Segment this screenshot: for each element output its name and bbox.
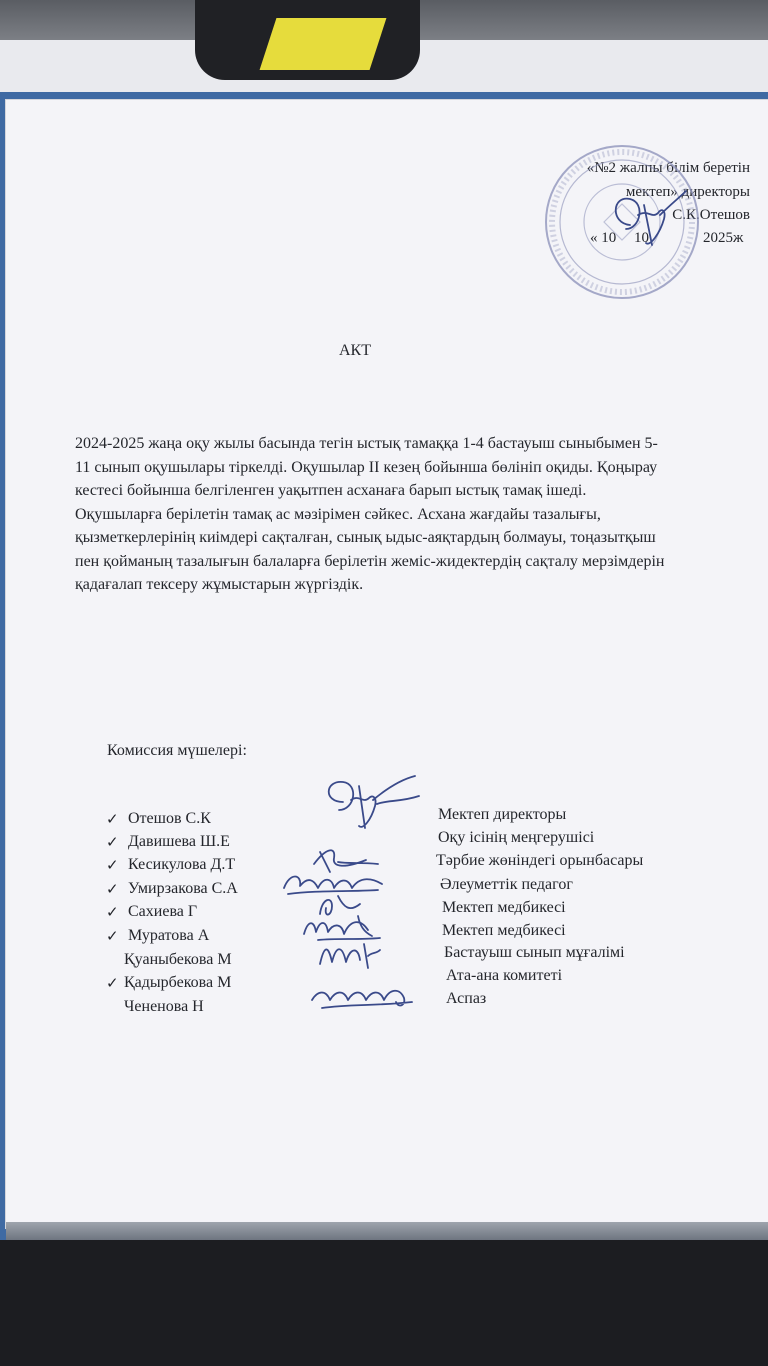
commission-member: Сахиева Г (128, 903, 198, 920)
check-icon: ✓ (106, 976, 119, 992)
commission-member: Отешов С.К (128, 810, 211, 827)
check-icon: ✓ (106, 812, 119, 828)
body-line: пен қойманың тазалығын балаларға берілетін жеміс-жидектердің сақталу мерзімдерін (75, 552, 665, 570)
signature-kadyrbekova (308, 978, 418, 1014)
check-icon: ✓ (106, 882, 119, 898)
document-title: АКТ (339, 342, 371, 359)
body-line: қызметкерлерінің киімдері сақталған, сынық ыдыс-аяқтардың болмауы, тоңазытқыш (75, 529, 656, 546)
signature-muratova (314, 936, 384, 976)
commission-role: Мектеп директоры (438, 806, 567, 823)
commission-role: Ата-ана комитеті (446, 967, 563, 984)
signature-otesh (315, 772, 425, 834)
check-icon: ✓ (106, 858, 119, 874)
approval-date-day: « 10 (590, 230, 617, 246)
check-icon: ✓ (106, 835, 119, 851)
body-line: қадағалап тексеру жұмыстарын жүргіздік. (75, 576, 364, 593)
director-signature-header (600, 185, 690, 255)
commission-member: Давишева Ш.Е (128, 833, 230, 850)
approval-date-month: 10 (634, 230, 649, 246)
body-line: кестесі бойынша белгіленген уақытпен асханаға барып ыстық тамақ ішеді. (75, 482, 587, 499)
commission-role: Бастауыш сынып мұғалімі (444, 944, 625, 961)
body-line: 11 сынып оқушылары тіркелді. Оқушылар II кезең бойынша бөлініп оқиды. Қоңырау (75, 458, 658, 476)
check-icon: ✓ (106, 929, 119, 945)
approval-date-year: 2025ж (703, 230, 744, 246)
body-line: Оқушыларға берілетін тамақ ас мәзірімен сәйкес. Асхана жағдайы тазалығы, (75, 505, 601, 523)
desk-background-bottom (0, 1240, 768, 1366)
commission-member: Қадырбекова М (124, 974, 232, 991)
commission-role: Аспаз (446, 990, 487, 1007)
approval-line-school: «№2 жалпы білім беретін (586, 160, 750, 176)
folder-edge (6, 1222, 768, 1240)
act-body-text (75, 432, 755, 597)
commission-member: Кесикулова Д.Т (128, 856, 236, 873)
commission-member: Муратова А (128, 927, 210, 944)
commission-label: Комиссия мүшелері: (107, 742, 247, 759)
commission-role: Әлеуметтік педагог (440, 876, 573, 893)
commission-member: Қуаныбекова М (124, 951, 232, 968)
commission-role: Мектеп медбикесі (442, 899, 566, 916)
check-icon: ✓ (106, 905, 119, 921)
body-line: 2024-2025 жаңа оқу жылы басында тегін ыстық тамаққа 1-4 бастауыш сыныбымен 5- (75, 435, 658, 452)
approval-line-director: мектеп» директоры (625, 184, 750, 200)
commission-member: Чененова Н (124, 998, 204, 1015)
commission-role: Тәрбие жөніндегі орынбасары (436, 852, 644, 869)
sticky-note (260, 18, 387, 70)
commission-member: Умирзакова С.А (128, 880, 238, 897)
commission-role: Мектеп медбикесі (442, 922, 566, 939)
approval-line-name: С.К.Отешов (672, 207, 750, 223)
commission-role: Оқу ісінің меңгерушісі (438, 829, 595, 846)
